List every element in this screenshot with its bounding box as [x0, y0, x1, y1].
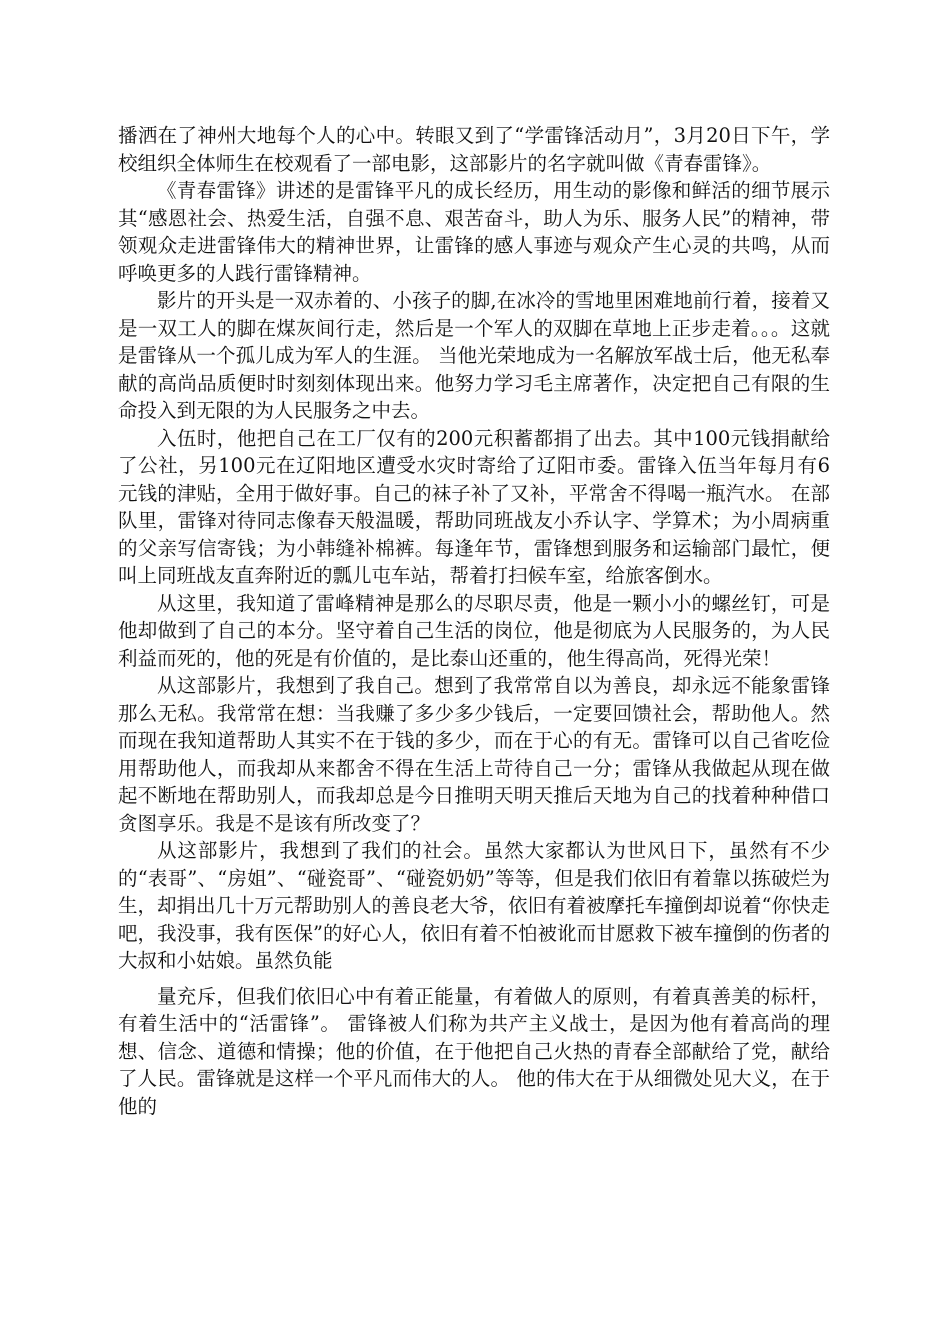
document-body: [118, 122, 830, 1120]
paragraph-3: 影片的开头是一双赤着的、小孩子的脚,在冰冷的雪地里困难地前行着，接着又是一双工人的脚在煤灰间行走，然后是一个军人的双脚在草地上正步走着。。。这就是雷锋从一个孤儿成为军人的生涯。 当他光荣地成为一名解放军战士后，他无私奉献的高尚品质便时时刻刻体现出来。他努力学习毛主席著作，决定把自己有限的生命投入到无限的为人民服务之中去。: [118, 289, 830, 422]
paragraph-5: 从这里，我知道了雷峰精神是那么的尽职尽责，他是一颗小小的螺丝钉，可是他却做到了自己的本分。坚守着自己生活的岗位，他是彻底为人民服务的，为人民利益而死的，他的死是有价值的，是比泰山还重的，他生得高尚，死得光荣！: [118, 591, 830, 670]
paragraph-4: 入伍时，他把自己在工厂仅有的200元积蓄都捐了出去。其中100元钱捐献给了公社，另100元在辽阳地区遭受水灾时寄给了辽阳市委。雷锋入伍当年每月有6元钱的津贴，全用于做好事。自己的袜子补了又补，平常舍不得喝一瓶汽水。 在部队里，雷锋对待同志像春天般温暖，帮助同班战友小乔认字、学算术；为小周病重的父亲写信寄钱；为小韩缝补棉裤。每逢年节，雷锋想到服务和运输部门最忙，便叫上同班战友直奔附近的瓢儿屯车站，帮着打扫候车室，给旅客倒水。: [118, 426, 830, 587]
paragraph-1: 播洒在了神州大地每个人的心中。转眼又到了“学雷锋活动月”，3月20日下午，学校组织全体师生在校观看了一部电影，这部影片的名字就叫做《青春雷锋》。: [118, 124, 830, 175]
paragraph-2: 《青春雷锋》讲述的是雷锋平凡的成长经历，用生动的影像和鲜活的细节展示其“感恩社会、热爱生活，自强不息、艰苦奋斗，助人为乐、服务人民”的精神，带领观众走进雷锋伟大的精神世界，让雷锋的感人事迹与观众产生心灵的共鸣，从而呼唤更多的人践行雷锋精神。: [118, 179, 830, 285]
paragraph-6: 从这部影片，我想到了我自己。想到了我常常自以为善良，却永远不能象雷锋那么无私。我常常在想：当我赚了多少多少钱后，一定要回馈社会，帮助他人。然而现在我知道帮助人其实不在于钱的多少，而在于心的有无。雷锋可以自己省吃俭用帮助他人，而我却从来都舍不得在生活上苛待自己一分；雷锋从我做起从现在做起不断地在帮助别人，而我却总是今日推明天明天推后天地为自己的找着种种借口贪图享乐。我是不是该有所改变了？: [118, 674, 830, 835]
paragraph-7: 从这部影片，我想到了我们的社会。虽然大家都认为世风日下，虽然有不少的“表哥”、“房姐”、“碰瓷哥”、“碰瓷奶奶”等等，但是我们依旧有着靠以拣破烂为生，却捐出几十万元帮助别人的善良老大爷，依旧有着被摩托车撞倒却说着“你快走吧，我没事，我有医保”的好心人，依旧有着不怕被讹而甘愿救下被车撞倒的伤者的大叔和小姑娘。虽然负能: [118, 839, 830, 972]
paragraph-8: 量充斥，但我们依旧心中有着正能量，有着做人的原则，有着真善美的标杆，有着生活中的“活雷锋”。 雷锋被人们称为共产主义战士，是因为他有着高尚的理想、信念、道德和情操；他的价值，在于他把自己火热的青春全部献给了党，献给了人民。雷锋就是这样一个平凡而伟大的人。 他的伟大在于从细微处见大义，在于他的: [118, 984, 830, 1118]
